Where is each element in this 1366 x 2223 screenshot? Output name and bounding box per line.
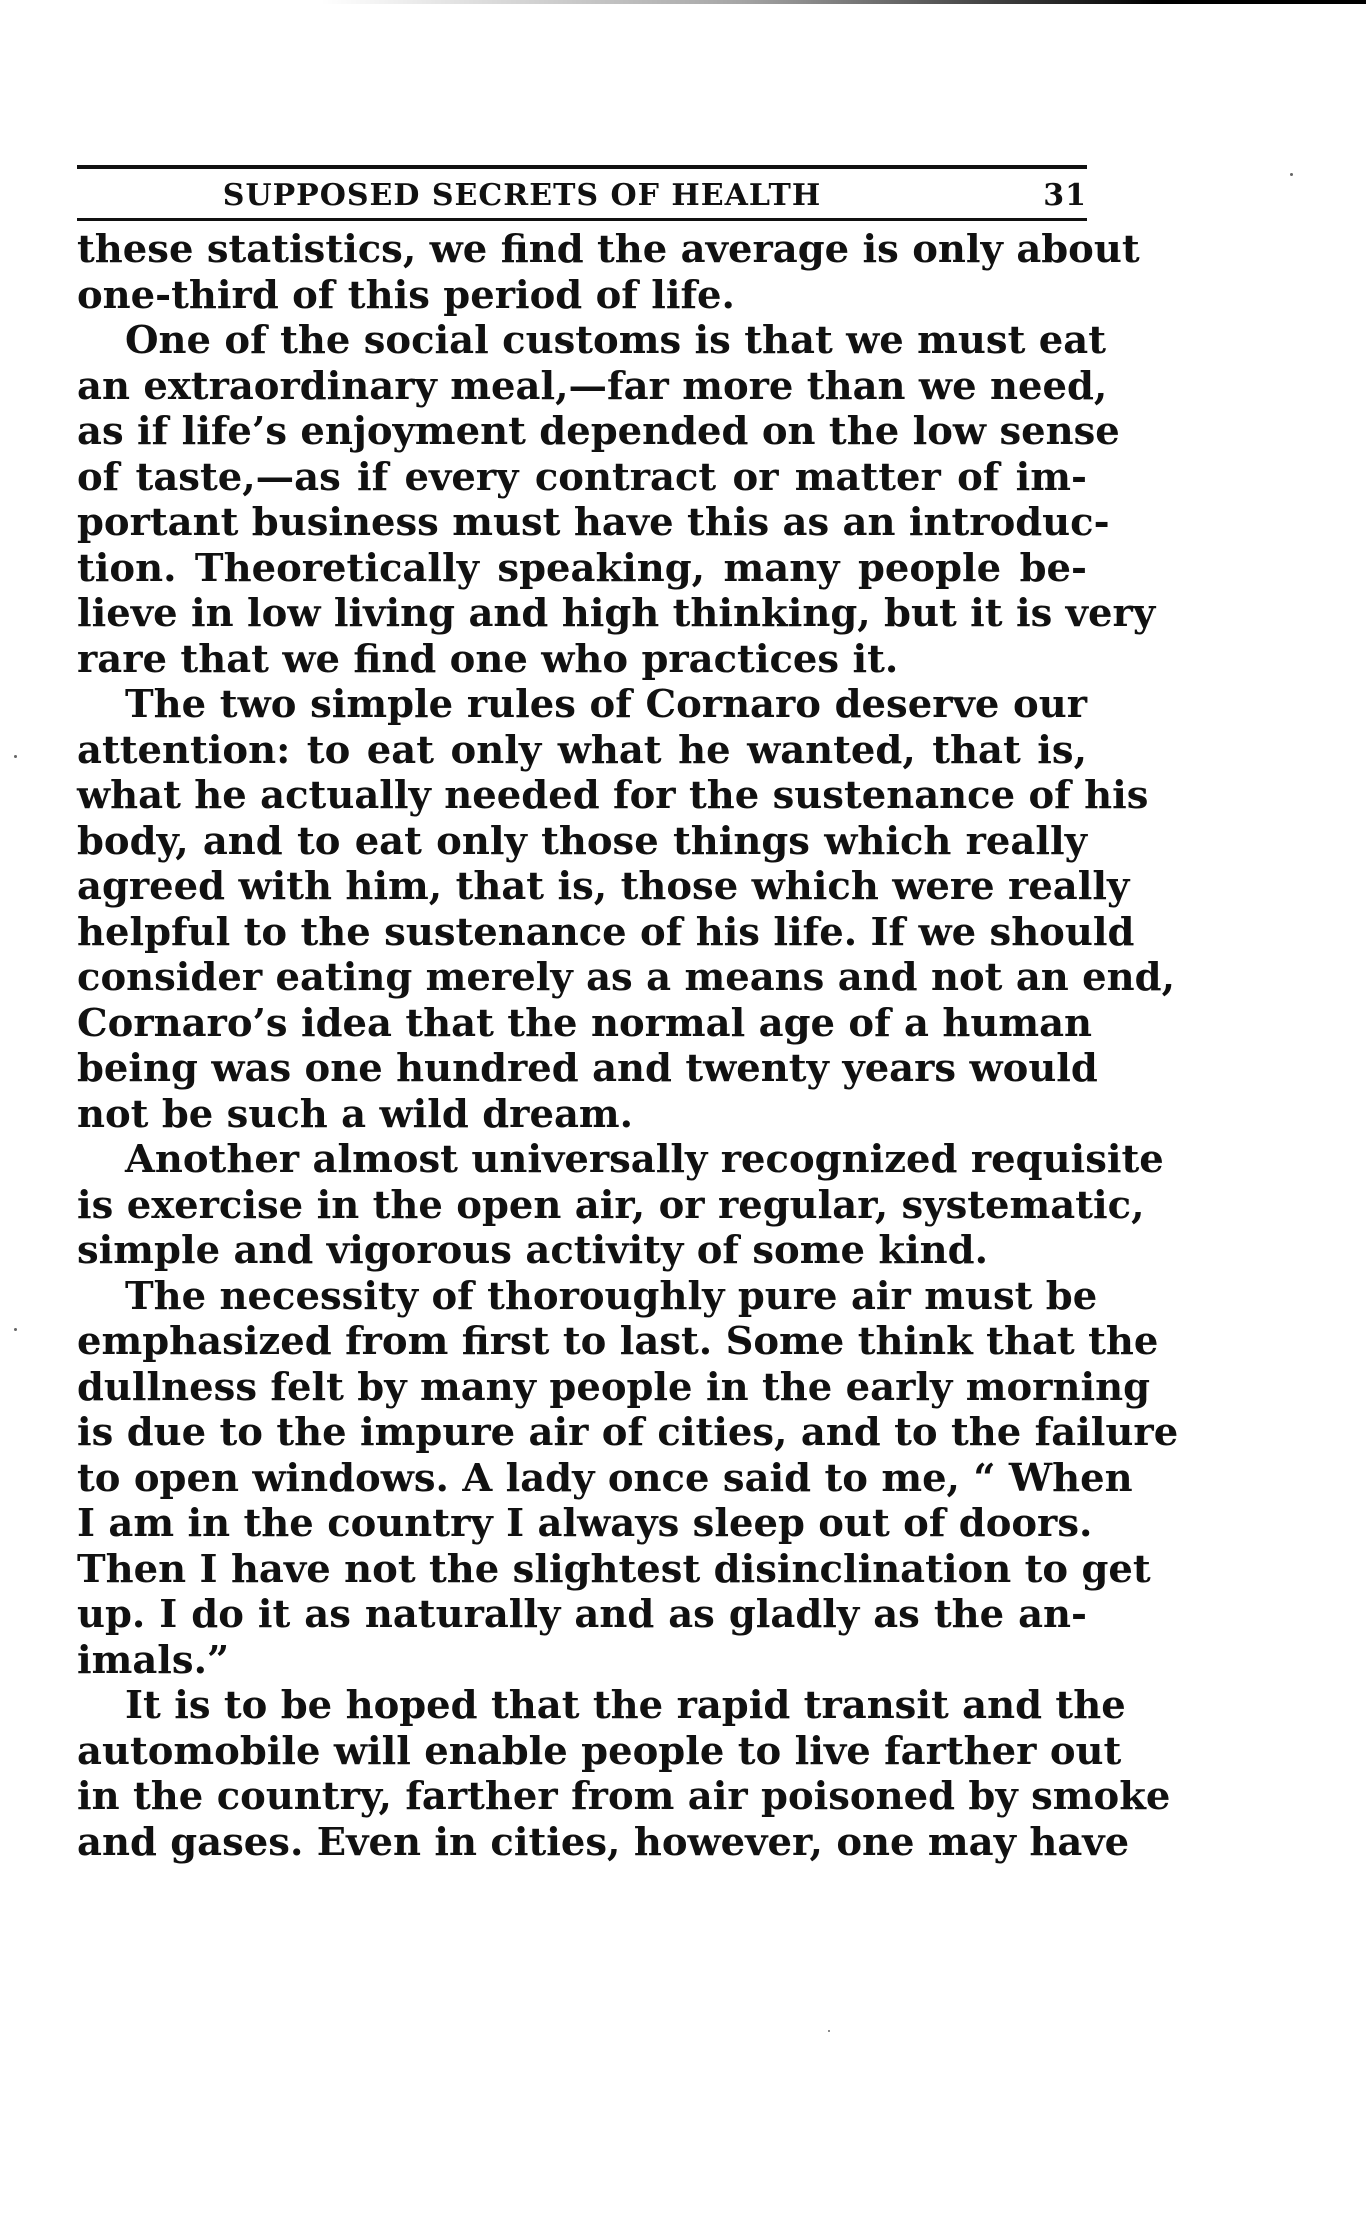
scan-speck (14, 755, 17, 758)
page-number: 31 (1043, 178, 1087, 213)
paragraph (77, 1683, 1171, 1865)
text-line: simple and vigorous activity of some kind. (77, 1228, 988, 1273)
text-line: Another almost universally recognized requisite (125, 1137, 1164, 1182)
text-line: The necessity of thoroughly pure air must be (125, 1273, 1098, 1319)
paragraph (77, 682, 1175, 1137)
paragraph (77, 1137, 1164, 1274)
running-title: SUPPOSED SECRETS OF HEALTH (222, 178, 822, 213)
text-line: consider eating merely as a means and not an end, (77, 955, 1175, 1000)
text-line: in the country, farther from air poisoned by smoke (77, 1774, 1171, 1819)
text-line: as if life’s enjoyment depended on the low sense (77, 409, 1120, 454)
header-rule-bottom (77, 218, 1087, 221)
text-line: One of the social customs is that we must eat (125, 318, 1106, 363)
text-line: helpful to the sustenance of his life. If we should (77, 909, 1135, 955)
text-line: dullness felt by many people in the early morning (77, 1364, 1150, 1410)
text-line: one-third of this period of life. (77, 272, 735, 318)
text-line: is exercise in the open air, or regular, systematic, (77, 1182, 1145, 1228)
text-line: attention: to eat only what he wanted, that is, (77, 727, 1087, 773)
text-line: Then I have not the slightest disinclination to get (77, 1546, 1151, 1592)
text-line: imals.” (77, 1637, 230, 1683)
text-line: these statistics, we find the average is only about (77, 227, 1140, 272)
text-line: what he actually needed for the sustenance of his (77, 773, 1149, 818)
text-line: to open windows. A lady once said to me, “ When (77, 1455, 1133, 1501)
paragraph (77, 318, 1156, 682)
paragraph (77, 227, 1140, 318)
text-line: It is to be hoped that the rapid transit and the (125, 1683, 1126, 1728)
scan-top-edge (320, 0, 1366, 4)
text-line: of taste,—as if every contract or matter of im- (77, 454, 1087, 500)
header-rule-top (77, 165, 1087, 169)
running-head (77, 179, 1087, 213)
text-line: and gases. Even in cities, however, one may have (77, 1819, 1130, 1865)
text-line: an extraordinary meal,—far more than we need, (77, 363, 1108, 409)
book-page (77, 165, 1179, 1865)
scan-speck (828, 2030, 830, 2032)
scan-speck (1290, 173, 1293, 176)
text-line: automobile will enable people to live farther out (77, 1728, 1122, 1774)
text-line: rare that we find one who practices it. (77, 636, 899, 682)
text-line: agreed with him, that is, those which were really (77, 864, 1130, 909)
text-line: portant business must have this as an introduc- (77, 500, 1110, 545)
text-line: lieve in low living and high thinking, but it is very (77, 591, 1156, 636)
text-line: up. I do it as naturally and as gladly as the an- (77, 1592, 1087, 1637)
text-line: Cornaro’s idea that the normal age of a human (77, 1000, 1093, 1046)
text-line: not be such a wild dream. (77, 1091, 634, 1137)
text-line: tion. Theoretically speaking, many people be- (77, 545, 1087, 591)
scan-speck (14, 1328, 17, 1331)
text-line: emphasized from first to last. Some think that the (77, 1319, 1159, 1364)
text-line: body, and to eat only those things which really (77, 818, 1087, 864)
text-line: The two simple rules of Cornaro deserve our (125, 682, 1087, 727)
text-line: I am in the country I always sleep out of doors. (77, 1501, 1093, 1546)
text-line: is due to the impure air of cities, and to the failure (77, 1410, 1179, 1455)
paragraph (77, 1273, 1179, 1684)
body-text (77, 227, 1179, 1865)
text-line: being was one hundred and twenty years would (77, 1046, 1098, 1091)
